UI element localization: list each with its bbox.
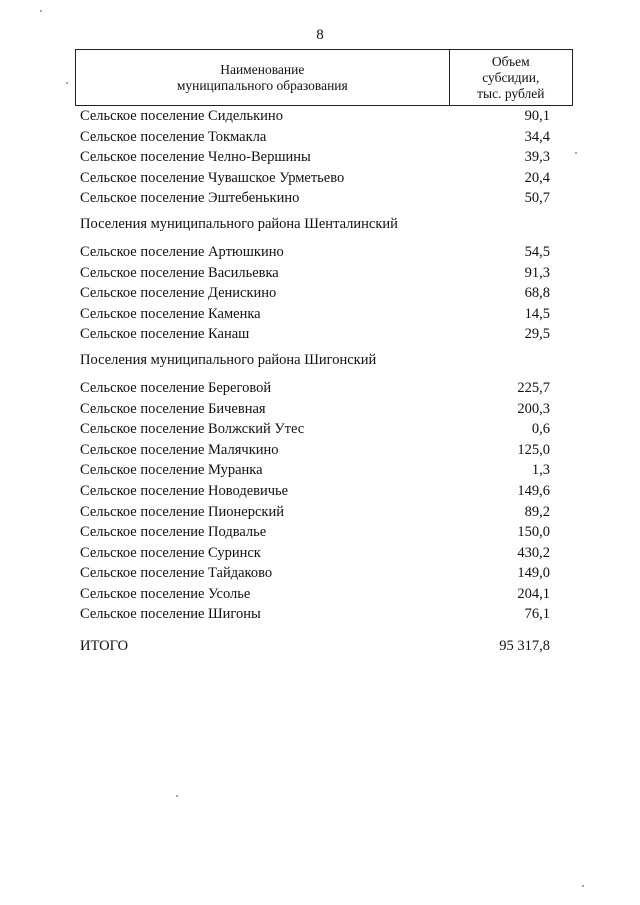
subsidy-value: 29,5 — [524, 326, 550, 343]
subsidy-value: 1,3 — [531, 462, 550, 479]
subsidy-value: 76,1 — [524, 606, 550, 623]
table-row — [80, 481, 550, 502]
table-row — [80, 378, 550, 399]
table-row — [80, 460, 550, 481]
table-row — [80, 127, 550, 148]
table-row — [80, 106, 550, 127]
scan-speck — [40, 10, 42, 12]
table-row — [80, 522, 550, 543]
subsidy-value: 149,0 — [517, 565, 550, 582]
settlement-name: Сельское поселение Васильевка — [80, 264, 279, 281]
page-number: 8 — [316, 27, 324, 43]
subsidy-value: 90,1 — [524, 108, 550, 124]
table-row — [80, 563, 550, 584]
subsidy-value: 204,1 — [517, 585, 550, 602]
settlement-name: Сельское поселение Канаш — [80, 326, 250, 343]
table-row — [80, 324, 550, 345]
column-header-value-line2: субсидии, — [482, 69, 540, 85]
subsidy-value: 149,6 — [517, 482, 550, 499]
scan-speck — [582, 885, 584, 887]
table-row — [80, 168, 550, 189]
settlement-name: Сельское поселение Токмакла — [80, 128, 267, 145]
settlement-name: Сельское поселение Эштебенькино — [80, 190, 300, 207]
column-header-value-line1: Объем — [491, 53, 530, 69]
table-row — [80, 440, 550, 461]
subsidy-value: 14,5 — [524, 305, 550, 322]
table-row — [80, 502, 550, 523]
table-row — [80, 304, 550, 325]
settlement-name: Сельское поселение Чувашское Урметьево — [80, 169, 345, 186]
settlement-name: Сельское поселение Тайдаково — [80, 565, 273, 582]
table-row — [80, 283, 550, 304]
section-title: Поселения муниципального района Шенталинский — [80, 215, 398, 232]
scan-speck — [575, 152, 577, 154]
column-header-name-line2: муниципального образования — [176, 77, 348, 93]
table-row — [80, 399, 550, 420]
subsidy-value: 89,2 — [524, 503, 550, 520]
table-row — [80, 604, 550, 625]
subsidy-value: 91,3 — [524, 264, 550, 281]
scan-speck — [66, 82, 68, 84]
column-header-name-line1: Наименование — [220, 61, 305, 77]
table-row — [80, 263, 550, 284]
settlement-name: Сельское поселение Денискино — [80, 285, 277, 302]
subsidy-value: 20,4 — [524, 169, 550, 186]
subsidy-value: 225,7 — [517, 379, 550, 396]
subsidy-value: 430,2 — [517, 544, 550, 561]
subsidy-value: 39,3 — [524, 149, 550, 166]
subsidy-value: 0,6 — [531, 421, 550, 438]
settlement-name: Сельское поселение Новодевичье — [80, 482, 289, 499]
section-title: Поселения муниципального района Шигонский — [80, 351, 377, 368]
total-row — [80, 635, 550, 657]
settlement-name: Сельское поселение Артюшкино — [80, 243, 284, 260]
scan-speck — [176, 795, 178, 797]
subsidy-value: 54,5 — [524, 243, 550, 260]
table-row — [80, 147, 550, 168]
column-header-value-line3: тыс. рублей — [477, 85, 545, 101]
column-header-name — [76, 50, 450, 106]
settlement-name: Сельское поселение Сиделькино — [80, 108, 283, 124]
settlement-name: Сельское поселение Каменка — [80, 305, 261, 322]
settlement-name: Сельское поселение Челно-Вершины — [80, 149, 311, 166]
settlement-name: Сельское поселение Бичевная — [80, 400, 266, 417]
subsidy-value: 34,4 — [524, 128, 550, 145]
table-row — [80, 543, 550, 564]
total-value: 95 317,8 — [499, 638, 550, 655]
settlement-name: Сельское поселение Муранка — [80, 462, 263, 479]
table-body — [80, 106, 550, 657]
subsidy-value: 125,0 — [517, 441, 550, 458]
table-row — [80, 419, 550, 440]
settlement-name: Сельское поселение Малячкино — [80, 441, 279, 458]
settlement-name: Сельское поселение Береговой — [80, 379, 272, 396]
settlement-name: Сельское поселение Шигоны — [80, 606, 261, 623]
settlement-name: Сельское поселение Усолье — [80, 585, 251, 602]
settlement-name: Сельское поселение Волжский Утес — [80, 421, 305, 438]
subsidy-value: 68,8 — [524, 285, 550, 302]
settlement-name: Сельское поселение Пионерский — [80, 503, 284, 520]
table-row — [80, 584, 550, 605]
subsidy-value: 200,3 — [517, 400, 550, 417]
settlement-name: Сельское поселение Суринск — [80, 544, 261, 561]
subsidy-value: 50,7 — [524, 190, 550, 207]
column-header-value — [449, 50, 572, 106]
table-row — [80, 242, 550, 263]
total-label: ИТОГО — [80, 638, 129, 655]
table-row — [80, 188, 550, 209]
table-header — [75, 49, 573, 106]
settlement-name: Сельское поселение Подвалье — [80, 524, 267, 541]
subsidy-value: 150,0 — [517, 524, 550, 541]
